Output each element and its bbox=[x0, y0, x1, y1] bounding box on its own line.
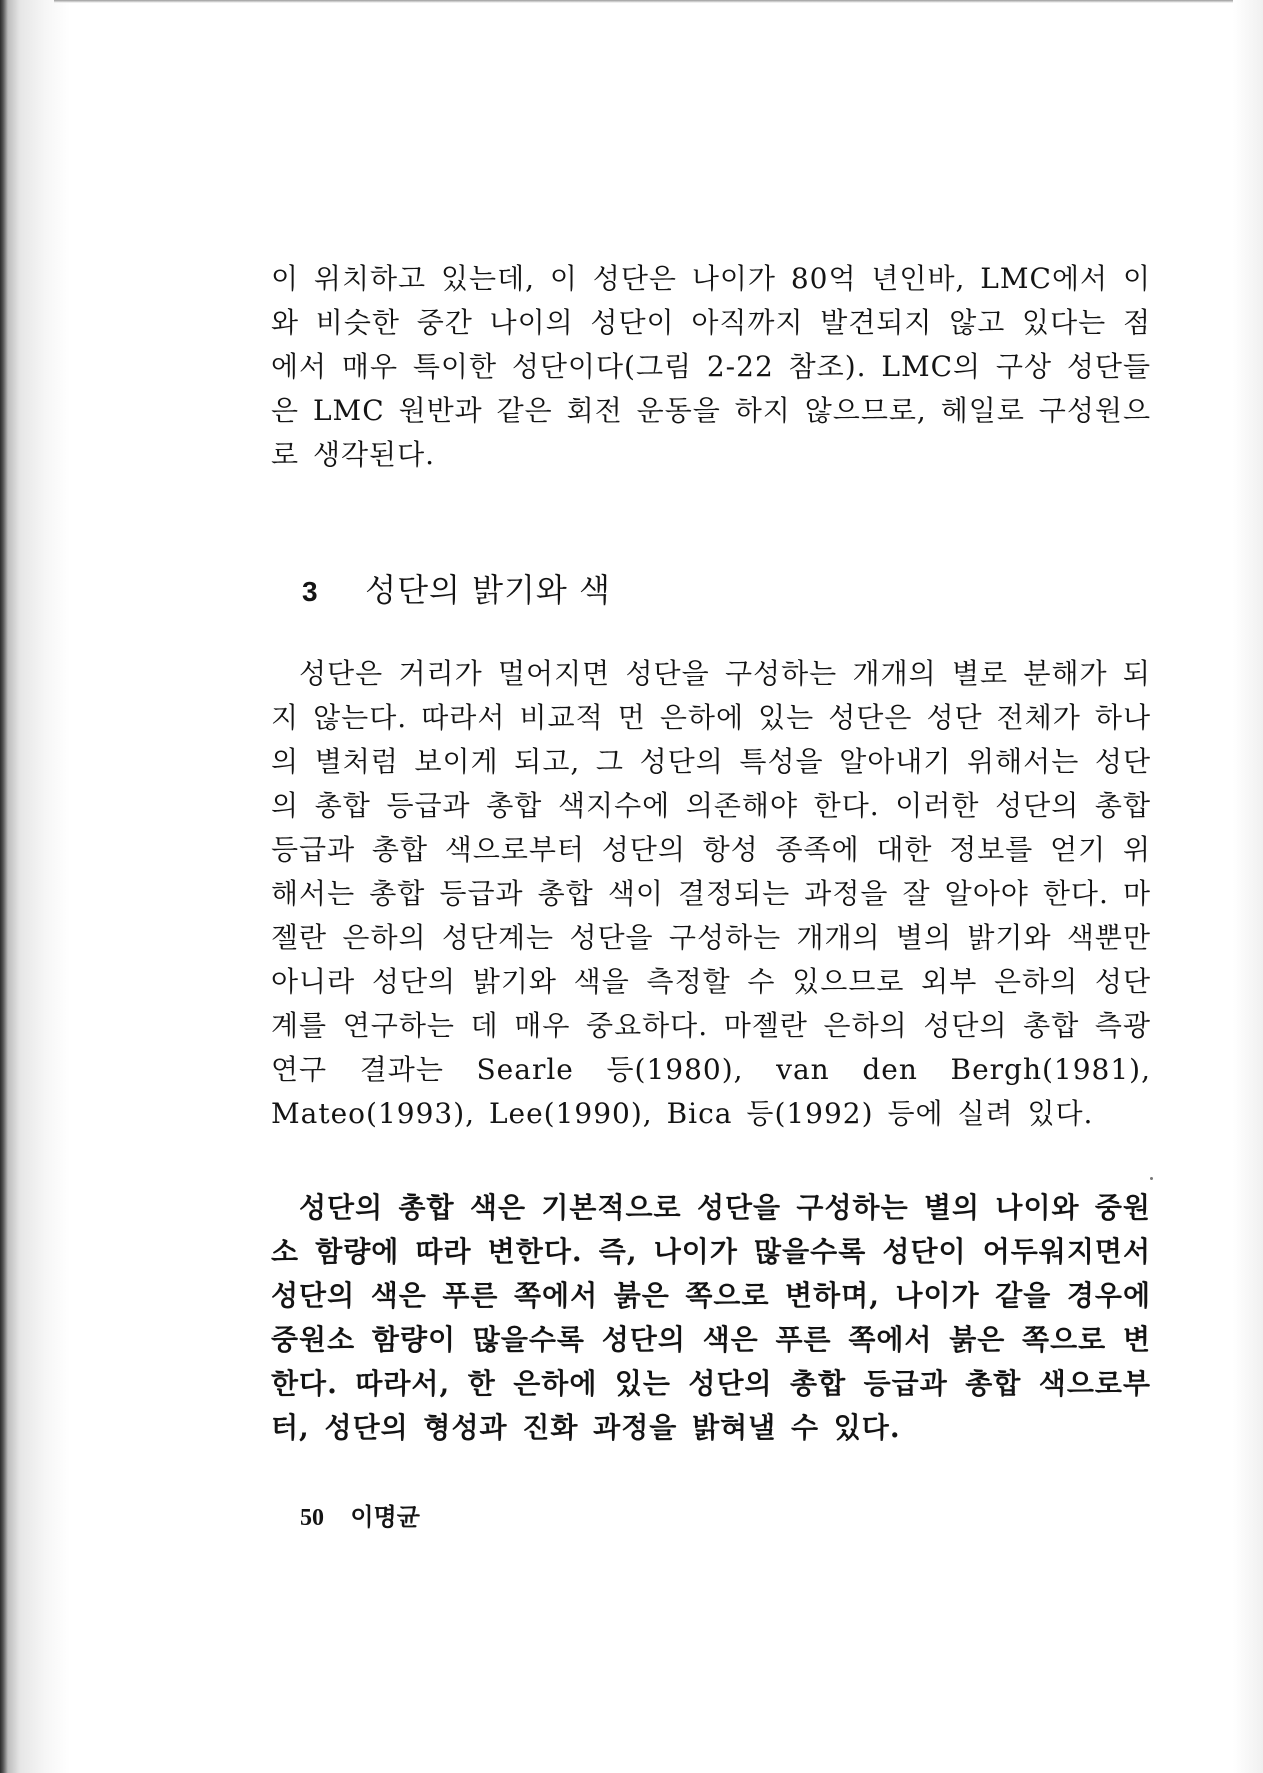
section-paragraph-1 bbox=[271, 652, 1151, 1136]
section-heading bbox=[302, 568, 611, 614]
page-footer bbox=[300, 1500, 420, 1535]
page-top-edge bbox=[54, 0, 1263, 3]
scan-speck bbox=[1150, 1177, 1153, 1180]
paragraph: 성단은 거리가 멀어지면 성단을 구성하는 개개의 별로 분해가 되지 않는다. 따라서 비교적 먼 은하에 있는 성단은 성단 전체가 하나의 별처럼 보이게 되고, 그 성단의 특성을 알아내기 위해서는 성단의 총합 등급과 총합 색지수에 의존해야 한다. 이러한 성단의 총합 등급과 총합 색으로부터 성단의 항성 종족에 대한 정보를 얻기 위해서는 총합 등급과 총합 색이 결정되는 과정을 잘 알아야 한다. 마젤란 은하의 성단계는 성단을 구성하는 개개의 별의 밝기와 색뿐만 아니라 성단의 밝기와 색을 측정할 수 있으므로 외부 은하의 성단계를 연구하는 데 매우 중요하다. 마젤란 은하의 성단의 총합 측광 연구 결과는 Searle 등(1980), van den Bergh(1981), Mateo(1993), Lee(1990), Bica 등(1992) 등에 실려 있다. bbox=[271, 657, 1151, 1130]
section-number: 3 bbox=[302, 576, 319, 607]
section-paragraph-2 bbox=[271, 1186, 1151, 1450]
section-title: 성단의 밝기와 색 bbox=[365, 571, 611, 609]
paragraph: 이 위치하고 있는데, 이 성단은 나이가 80억 년인바, LMC에서 이와 비슷한 중간 나이의 성단이 아직까지 발견되지 않고 있다는 점에서 매우 특이한 성단이다(그림 2-22 참조). LMC의 구상 성단들은 LMC 원반과 같은 회전 운동을 하지 않으므로, 헤일로 구성원으로 생각된다. bbox=[271, 262, 1151, 471]
page-number: 50 bbox=[300, 1505, 324, 1531]
paragraph: 성단의 총합 색은 기본적으로 성단을 구성하는 별의 나이와 중원소 함량에 따라 변한다. 즉, 나이가 많을수록 성단이 어두워지면서 성단의 색은 푸른 쪽에서 붉은 쪽으로 변하며, 나이가 같을 경우에 중원소 함량이 많을수록 성단의 색은 푸른 쪽에서 붉은 쪽으로 변한다. 따라서, 한 은하에 있는 성단의 총합 등급과 총합 색으로부터, 성단의 형성과 진화 과정을 밝혀낼 수 있다. bbox=[271, 1191, 1151, 1444]
page-right-edge bbox=[1233, 0, 1263, 1773]
page-binding-edge bbox=[0, 0, 70, 1773]
continued-paragraph bbox=[271, 257, 1151, 477]
author-name: 이명균 bbox=[350, 1502, 420, 1531]
